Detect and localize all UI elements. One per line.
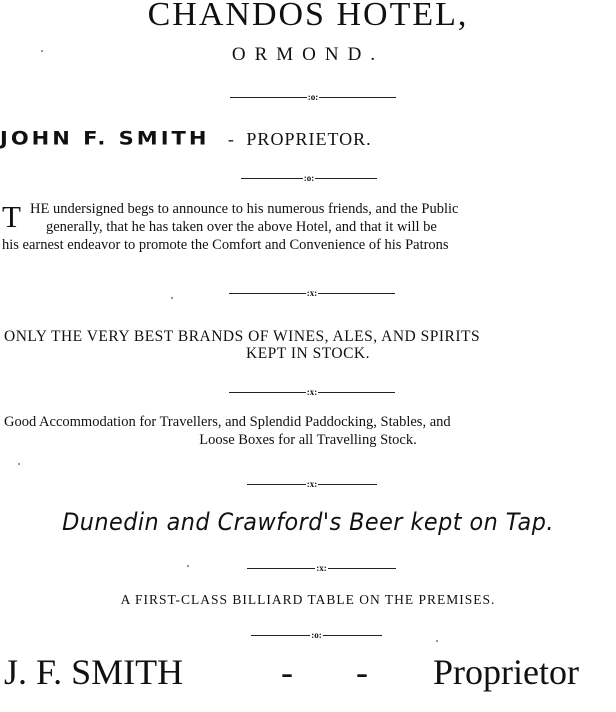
divider-mark: :x: [316,563,327,573]
print-speck [436,640,438,642]
announcement-line: HE undersigned begs to announce to his numerous friends, and the Public [30,201,459,217]
proprietor-title: PROPRIETOR. [246,129,372,149]
divider-mark: :x: [306,387,318,397]
proprietor-line [0,126,616,150]
brands-line: KEPT IN STOCK. [246,345,370,362]
proprietor-dash: - [227,129,234,149]
announcement-line: generally, that he has taken over the above Hotel, and that it will be [46,219,437,235]
divider-5 [247,479,377,489]
brands-notice [0,328,616,362]
announcement-paragraph [0,200,616,254]
divider-mark: :o: [307,92,319,102]
footer-title: Proprietor [433,652,579,692]
town-name: ORMOND. [231,44,385,65]
print-speck [171,297,173,299]
brands-line: ONLY THE VERY BEST BRANDS OF WINES, ALES, AND SPIRITS [4,328,481,345]
divider-1 [230,92,396,102]
divider-3 [229,288,395,298]
footer-dash: - [356,652,368,692]
accommodation-line: Loose Boxes for all Travelling Stock. [199,432,417,448]
print-speck [187,565,189,567]
drop-cap: T [2,199,21,234]
divider-mark: :o: [303,173,315,183]
billiard-notice: A FIRST-CLASS BILLIARD TABLE ON THE PREMISES. [120,592,496,607]
divider-7 [251,630,382,640]
divider-mark: :x: [306,288,318,298]
divider-6 [247,563,396,573]
divider-2 [241,173,377,183]
print-speck [18,463,20,465]
accommodation-notice [0,413,616,449]
proprietor-name: JOHN F. SMITH [0,127,210,149]
divider-mark: :x: [306,479,318,489]
announcement-line: his earnest endeavor to promote the Comfort and Convenience of his Patrons [2,237,449,253]
accommodation-line: Good Accommodation for Travellers, and Splendid Paddocking, Stables, and [4,414,451,430]
footer-name: J. F. SMITH [4,652,184,692]
hotel-name: CHANDOS HOTEL, [147,0,469,33]
footer-dash: - [281,652,293,692]
print-speck [41,50,43,52]
beer-notice: Dunedin and Crawford's Beer kept on Tap. [62,508,554,536]
divider-mark: :o: [311,630,322,640]
divider-4 [229,387,395,397]
